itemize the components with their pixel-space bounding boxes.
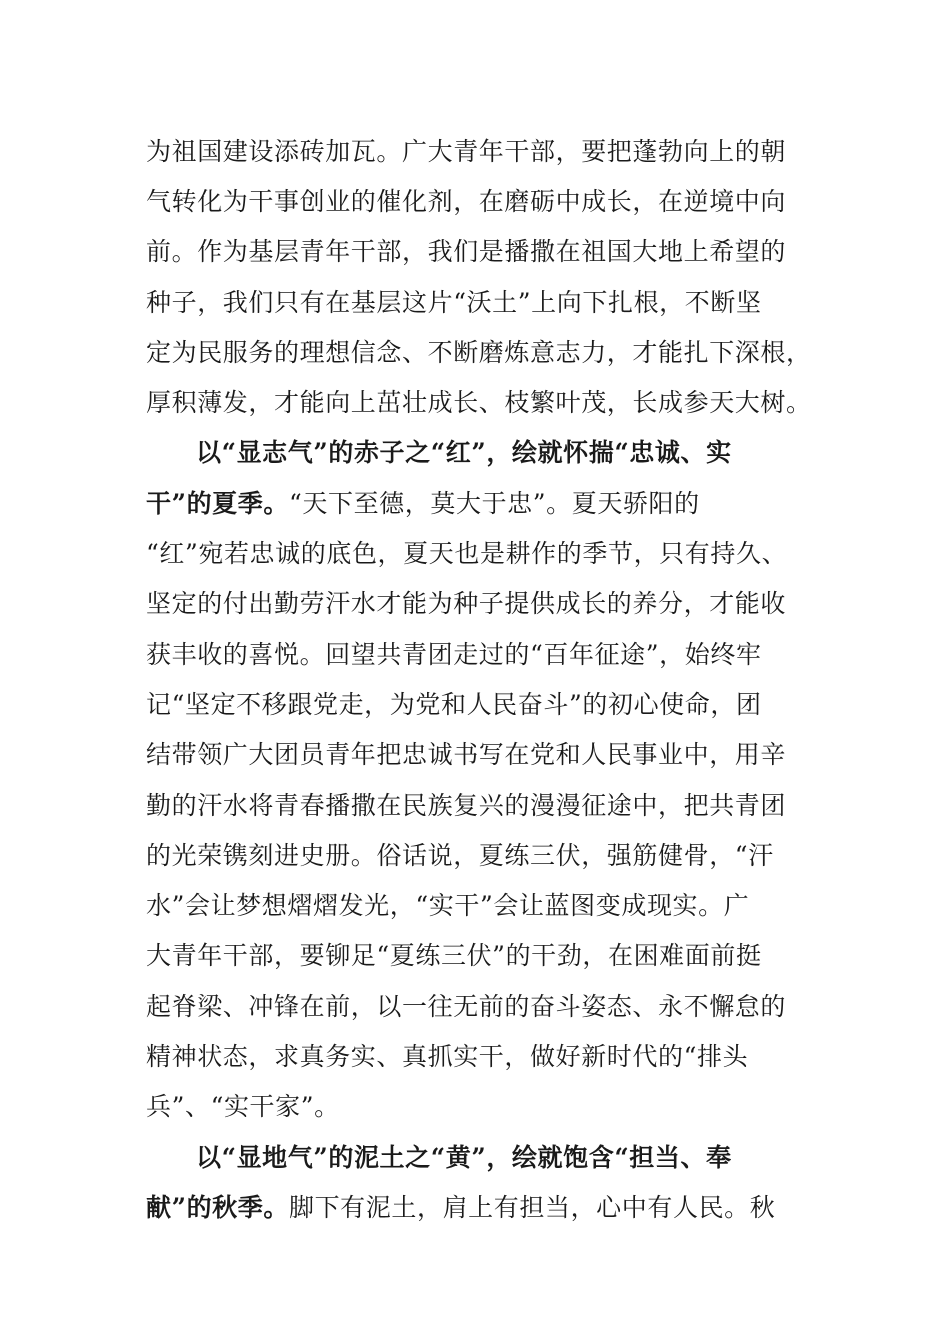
text-line: “红”宛若忠诚的底色，夏天也是耕作的季节，只有持久、 — [146, 539, 788, 568]
text-line: 定为民服务的理想信念、不断磨炼意志力，才能扎下深根， — [146, 338, 812, 367]
text-line: 记“坚定不移跟党走，为党和人民奋斗”的初心使命，团 — [146, 690, 762, 719]
text-line: 获丰收的喜悦。回望共青团走过的“百年征途”，始终牢 — [146, 640, 762, 669]
section-heading-autumn: 以“显地气”的泥土之“黄”，绘就饱含“担当、奉 — [196, 1143, 732, 1172]
text-line: 种子，我们只有在基层这片“沃土”上向下扎根，不断坚 — [146, 288, 762, 317]
text-line: 结带领广大团员青年把忠诚书写在党和人民事业中，用辛 — [146, 740, 787, 769]
text-line: 兵”、“实干家”。 — [146, 1092, 340, 1121]
text-line: 大青年干部，要铆足“夏练三伏”的干劲，在困难面前挺 — [146, 941, 762, 970]
text-line: 起脊梁、冲锋在前，以一往无前的奋斗姿态、永不懈怠的 — [146, 992, 787, 1021]
text-line: 前。作为基层青年干部，我们是播撒在祖国大地上希望的 — [146, 237, 787, 266]
text-line: 坚定的付出勤劳汗水才能为种子提供成长的养分，才能收 — [146, 589, 787, 618]
text-line: 气转化为干事创业的催化剂，在磨砺中成长，在逆境中向 — [146, 187, 787, 216]
text-line: 干”的夏季。“天下至德，莫大于忠”。夏天骄阳的 — [146, 489, 700, 518]
text-line: 水”会让梦想熠熠发光，“实干”会让蓝图变成现实。广 — [146, 891, 750, 920]
text-line: 厚积薄发，才能向上茁壮成长、枝繁叶茂，长成参天大树。 — [146, 388, 812, 417]
text-line: 勤的汗水将青春播撒在民族复兴的漫漫征途中，把共青团 — [146, 791, 787, 820]
text-line: 为祖国建设添砖加瓦。广大青年干部，要把蓬勃向上的朝 — [146, 137, 787, 166]
section-heading-summer: 以“显志气”的赤子之“红”，绘就怀揣“忠诚、实 — [196, 438, 732, 467]
text-line: 精神状态，求真务实、真抓实干，做好新时代的“排头 — [146, 1042, 749, 1071]
text-line: 的光荣镌刻进史册。俗话说，夏练三伏，强筋健骨，“汗 — [146, 841, 774, 870]
text-line: 献”的秋季。脚下有泥土，肩上有担当，心中有人民。秋 — [146, 1193, 776, 1222]
